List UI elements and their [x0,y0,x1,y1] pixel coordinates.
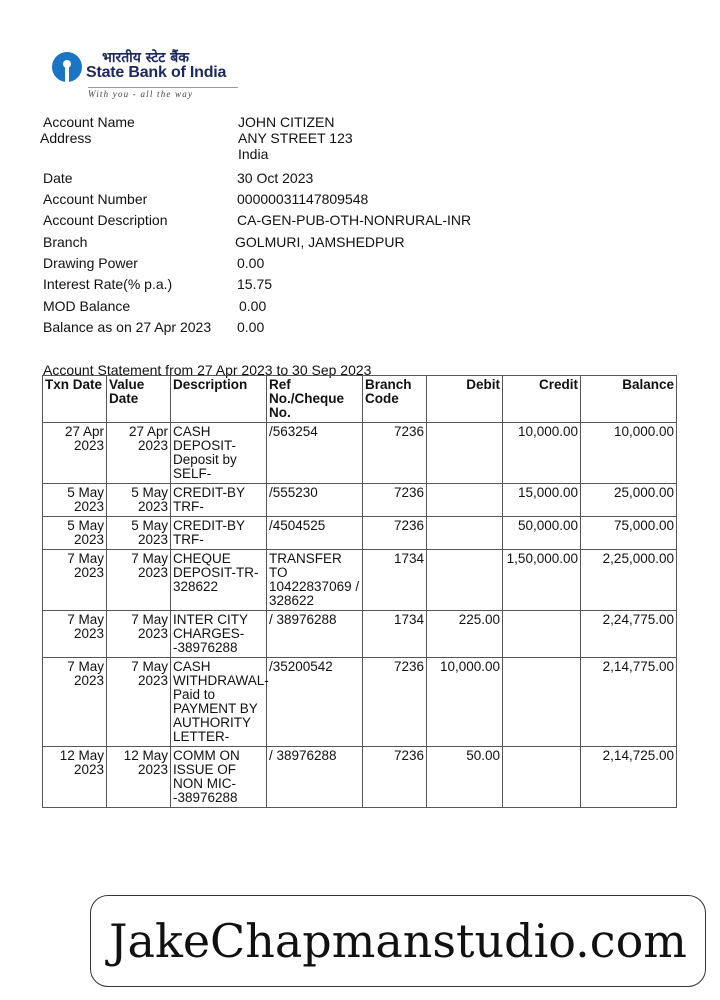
table-row [43,658,677,747]
cell-ref: /555230 [267,484,363,517]
mod-balance-value: 0.00 [239,298,267,314]
cell-branch-code: 7236 [363,747,427,808]
bank-logo [50,48,240,100]
cell-branch-code: 7236 [363,484,427,517]
cell-credit [503,747,581,808]
cell-credit [503,658,581,747]
cell-balance: 2,14,725.00 [581,747,677,808]
cell-balance: 2,25,000.00 [581,550,677,611]
cell-credit: 50,000.00 [503,517,581,550]
bank-hindi-name: भारतीय स्टेट बैंक [102,50,189,66]
cell-txn-date: 12 May 2023 [43,747,107,808]
cell-debit: 225.00 [427,611,503,658]
cell-value-date: 27 Apr 2023 [107,423,171,484]
cell-branch-code: 7236 [363,517,427,550]
bank-name: State Bank of India [86,64,227,81]
cell-value-date: 7 May 2023 [107,550,171,611]
cell-branch-code: 7236 [363,423,427,484]
cell-txn-date: 27 Apr 2023 [43,423,107,484]
account-description-value: CA-GEN-PUB-OTH-NONRURAL-INR [237,212,472,228]
account-number-value: 00000031147809548 [237,191,369,207]
cell-txn-date: 7 May 2023 [43,611,107,658]
cell-value-date: 7 May 2023 [107,611,171,658]
header-txn-date: Txn Date [43,376,107,423]
bank-tagline: With you - all the way [88,87,238,99]
cell-branch-code: 7236 [363,658,427,747]
cell-value-date: 7 May 2023 [107,658,171,747]
transactions-table [42,375,677,808]
cell-debit [427,423,503,484]
cell-credit: 10,000.00 [503,423,581,484]
date-label: Date [43,170,73,186]
watermark-banner: JakeChapmanstudio.com [90,895,706,987]
cell-description: COMM ON ISSUE OF NON MIC--38976288 [171,747,267,808]
interest-rate-value: 15.75 [237,276,273,292]
cell-txn-date: 7 May 2023 [43,550,107,611]
cell-ref: /35200542 [267,658,363,747]
cell-debit: 50.00 [427,747,503,808]
cell-ref: /4504525 [267,517,363,550]
address-label: Address [40,130,92,146]
cell-description: CASH WITHDRAWAL-Paid to PAYMENT BY AUTHORITY LETTER- [171,658,267,747]
cell-branch-code: 1734 [363,611,427,658]
cell-ref: / 38976288 [267,611,363,658]
cell-credit: 1,50,000.00 [503,550,581,611]
cell-debit [427,550,503,611]
cell-debit: 10,000.00 [427,658,503,747]
account-name-label: Account Name [43,114,135,130]
cell-ref: TRANSFER TO 10422837069 / 328622 [267,550,363,611]
drawing-power-label: Drawing Power [43,255,138,271]
statement-title: Account Statement from 27 Apr 2023 to 30 Sep 2023 [43,362,372,378]
cell-value-date: 5 May 2023 [107,517,171,550]
cell-description: INTER CITY CHARGES--38976288 [171,611,267,658]
branch-value: GOLMURI, JAMSHEDPUR [235,234,405,250]
cell-balance: 25,000.00 [581,484,677,517]
cell-ref: /563254 [267,423,363,484]
cell-description: CASH DEPOSIT-Deposit by SELF- [171,423,267,484]
table-row [43,423,677,484]
cell-balance: 75,000.00 [581,517,677,550]
cell-credit [503,611,581,658]
branch-label: Branch [43,234,88,250]
cell-ref: / 38976288 [267,747,363,808]
table-header-row [43,376,677,423]
table-row [43,484,677,517]
drawing-power-value: 0.00 [237,255,265,271]
cell-txn-date: 7 May 2023 [43,658,107,747]
cell-txn-date: 5 May 2023 [43,517,107,550]
cell-description: CREDIT-BY TRF- [171,484,267,517]
header-branch-code: Branch Code [363,376,427,423]
opening-balance-value: 0.00 [237,319,265,335]
cell-value-date: 12 May 2023 [107,747,171,808]
cell-balance: 10,000.00 [581,423,677,484]
address-line1: ANY STREET 123 [238,130,353,146]
header-balance: Balance [581,376,677,423]
cell-description: CHEQUE DEPOSIT-TR-328622 [171,550,267,611]
date-value: 30 Oct 2023 [237,170,314,186]
cell-balance: 2,24,775.00 [581,611,677,658]
cell-credit: 15,000.00 [503,484,581,517]
mod-balance-label: MOD Balance [43,298,131,314]
table-row [43,517,677,550]
cell-description: CREDIT-BY TRF- [171,517,267,550]
opening-balance-label: Balance as on 27 Apr 2023 [43,319,212,335]
interest-rate-label: Interest Rate(% p.a.) [43,276,173,292]
header-debit: Debit [427,376,503,423]
address-line2: India [238,146,269,162]
account-description-label: Account Description [43,212,168,228]
header-credit: Credit [503,376,581,423]
account-name-value: JOHN CITIZEN [238,114,335,130]
cell-branch-code: 1734 [363,550,427,611]
table-row [43,747,677,808]
cell-balance: 2,14,775.00 [581,658,677,747]
table-row [43,611,677,658]
sbi-keyhole-icon [52,52,82,82]
account-number-label: Account Number [43,191,148,207]
cell-debit [427,484,503,517]
cell-value-date: 5 May 2023 [107,484,171,517]
header-value-date: Value Date [107,376,171,423]
cell-txn-date: 5 May 2023 [43,484,107,517]
cell-debit [427,517,503,550]
table-row [43,550,677,611]
header-ref: Ref No./Cheque No. [267,376,363,423]
header-description: Description [171,376,267,423]
